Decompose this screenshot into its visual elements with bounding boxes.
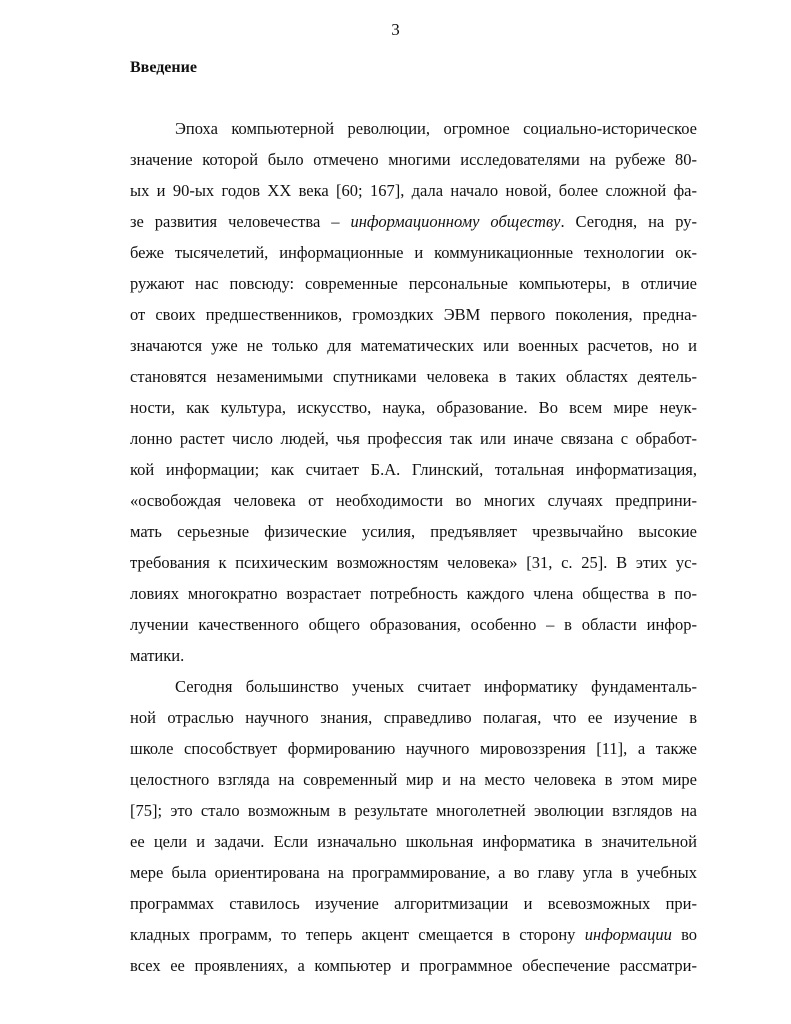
text-line: лучении качественного общего образования, особенно – в области инфор- <box>130 615 697 634</box>
text-line: программах ставилось изучение алгоритмизации и всевозможных при- <box>130 894 697 913</box>
text-line: ых и 90-ых годов XX века [60; 167], дала начало новой, более сложной фа- <box>130 181 697 200</box>
text-line: мере была ориентирована на программирование, а во главу угла в учебных <box>130 863 697 882</box>
text-run: зе развития человечества – <box>130 212 351 231</box>
text-line: от своих предшественников, громоздких ЭВМ первого поколения, предна- <box>130 305 697 324</box>
text-line: ружают нас повсюду: современные персональные компьютеры, в отличие <box>130 274 697 293</box>
page-number: 3 <box>391 20 400 39</box>
italic-term: информации <box>584 925 672 944</box>
text-line: всех ее проявлениях, а компьютер и программное обеспечение рассматри- <box>130 956 697 975</box>
text-line: матики. <box>130 646 185 665</box>
text-line: «освобождая человека от необходимости во многих случаях предприни- <box>130 491 697 510</box>
text-line: ности, как культура, искусство, наука, образование. Во всем мире неук- <box>130 398 697 417</box>
text-line: мать серьезные физические усилия, предъявляет чрезвычайно высокие <box>130 522 697 541</box>
text-run: кладных программ, то теперь акцент смещается в сторону <box>130 925 585 944</box>
text-line <box>130 925 697 945</box>
text-line <box>130 212 697 232</box>
text-line: кой информации; как считает Б.А. Глинский, тотальная информатизация, <box>130 460 697 479</box>
text-line: беже тысячелетий, информационные и коммуникационные технологии ок- <box>130 243 697 262</box>
text-run: . Сегодня, на ру- <box>560 212 697 231</box>
text-line: ной отраслью научного знания, справедливо полагая, что ее изучение в <box>130 708 697 727</box>
text-line: [75]; это стало возможным в результате многолетней эволюции взглядов на <box>130 801 697 820</box>
text-line: требования к психическим возможностям человека» [31, с. 25]. В этих ус- <box>130 553 697 572</box>
section-heading: Введение <box>130 59 197 76</box>
text-line: школе способствует формированию научного мировоззрения [11], а также <box>130 739 697 758</box>
italic-term: информационному обществу <box>350 212 561 231</box>
text-run: во <box>671 925 697 944</box>
text-line: Сегодня большинство ученых считает информатику фундаменталь- <box>175 677 697 696</box>
text-line: значение которой было отмечено многими исследователями на рубеже 80- <box>130 150 697 169</box>
text-line: ее цели и задачи. Если изначально школьная информатика в значительной <box>130 832 697 851</box>
text-line: ловиях многократно возрастает потребность каждого члена общества в по- <box>130 584 697 603</box>
text-line: значаются уже не только для математических или военных расчетов, но и <box>130 336 697 355</box>
text-line: становятся незаменимыми спутниками человека в таких областях деятель- <box>130 367 697 386</box>
text-line: Эпоха компьютерной революции, огромное социально-историческое <box>175 119 697 138</box>
text-line: лонно растет число людей, чья профессия так или иначе связана с обработ- <box>130 429 697 448</box>
text-line: целостного взгляда на современный мир и на место человека в этом мире <box>130 770 697 789</box>
